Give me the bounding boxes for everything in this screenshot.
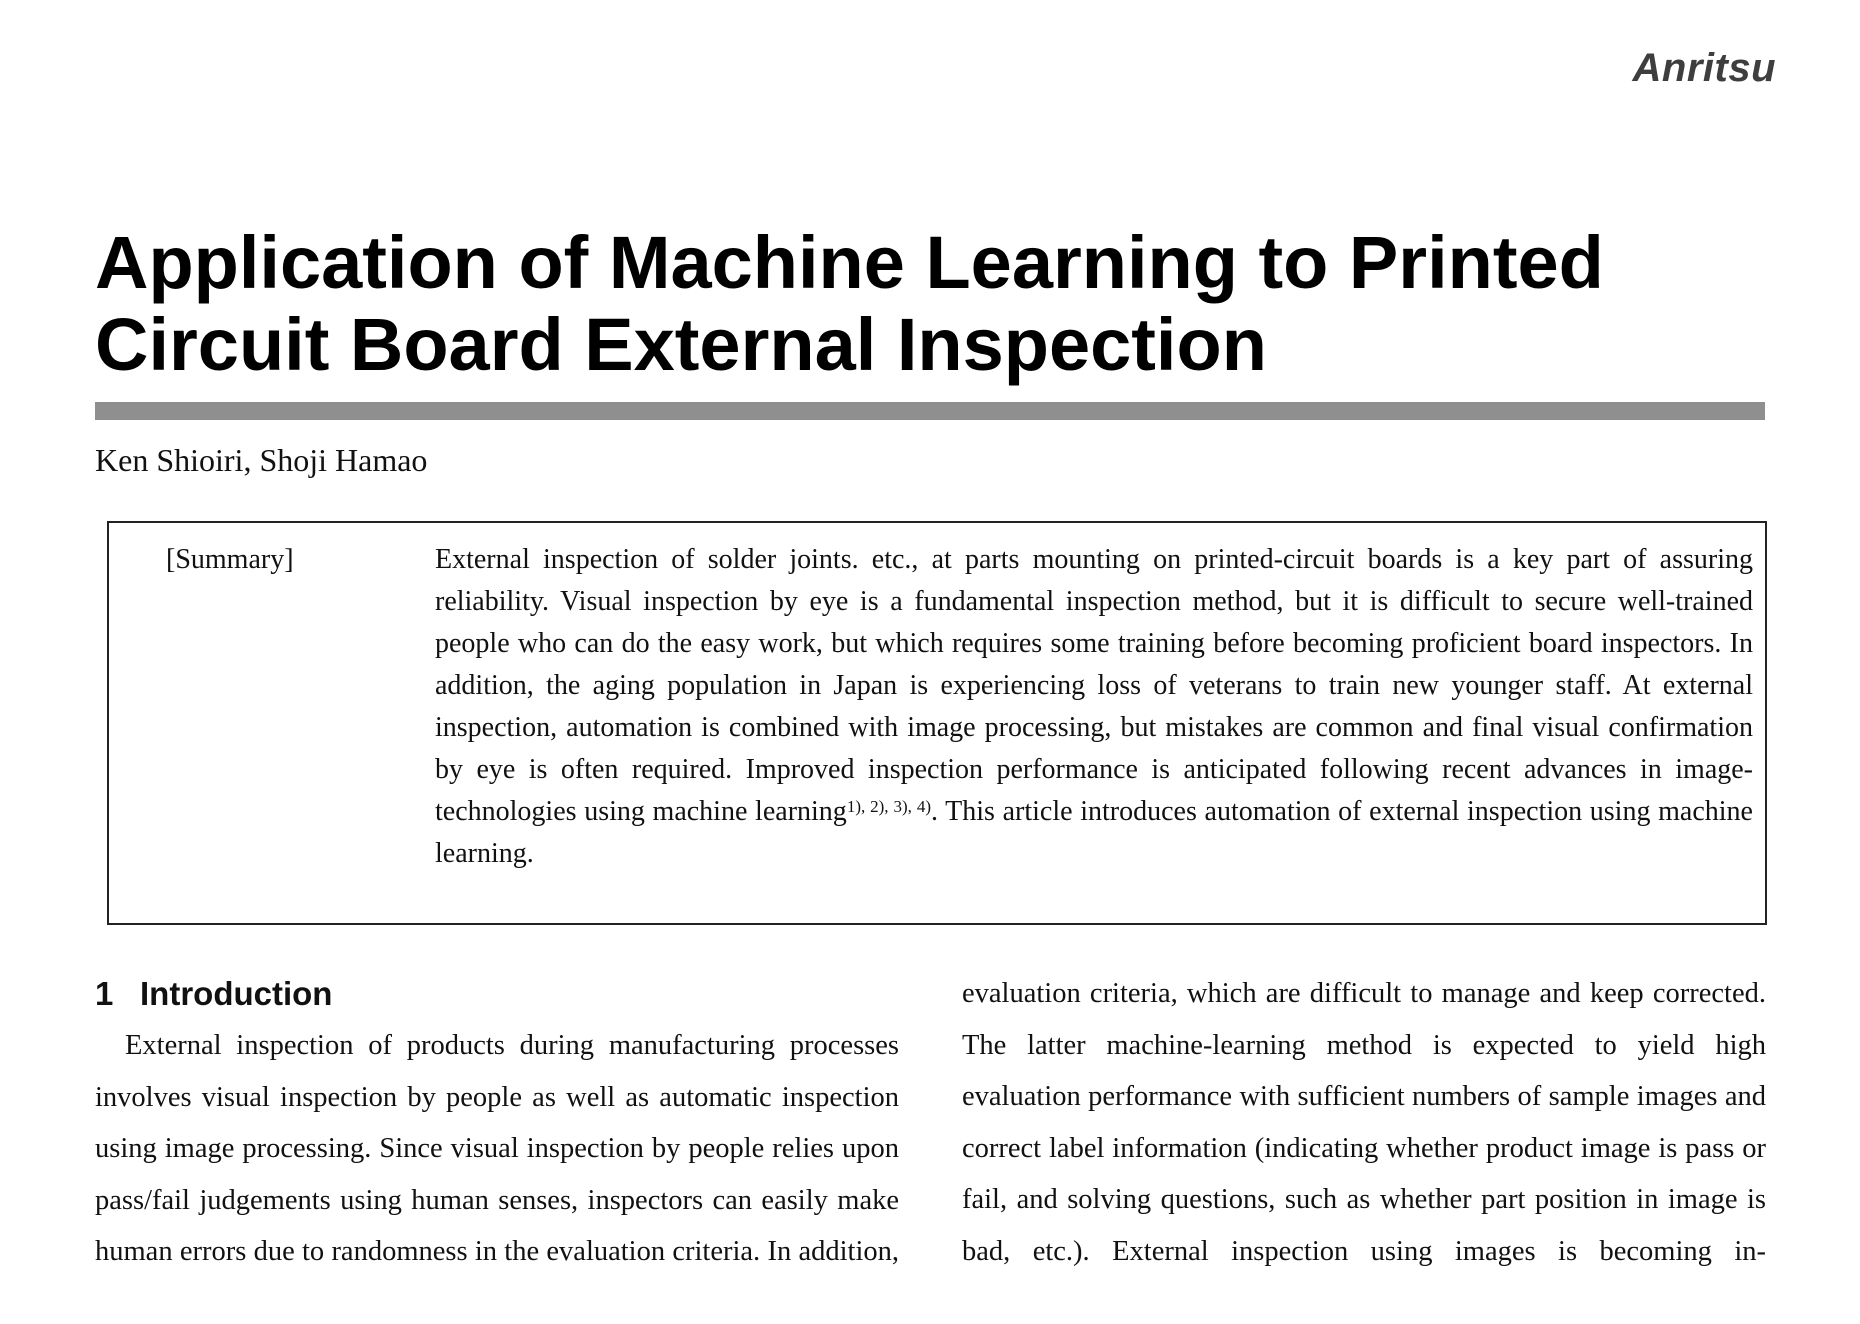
- summary-references: 1), 2), 3), 4): [846, 797, 931, 816]
- company-logo: Anritsu: [1632, 46, 1776, 90]
- summary-text-main: External inspection of solder joints. etc., at parts mounting on printed-circuit boards is a key part of assuring reliability. Visual inspection by eye is a fundamental inspection method, but it is difficult to secure well-trained people who can do the easy work, but which requires some training before becoming proficient board inspectors. In addition, the aging population in Japan is experiencing loss of veterans to train new younger staff. At external inspection, automation is combined with image processing, but mistakes are common and final visual confirmation by eye is often required. Improved inspection performance is anticipated following recent advances in image-technologies using machine learning: [435, 544, 1753, 827]
- title-divider: [95, 402, 1765, 420]
- introduction-paragraph-continued: evaluation criteria, which are difficult to manage and keep corrected. The latter machine-learning method is expected to yield high evaluation performance with sufficient numbers of sample images and correct label information (indicating whether product image is pass or fail, and solving questions, such as whether part position in image is bad, etc.). External inspection using images is becoming in-: [962, 978, 1766, 1267]
- summary-text: [435, 539, 1753, 875]
- article-title: Application of Machine Learning to Printed Circuit Board External Inspection: [95, 221, 1604, 386]
- section-number: 1: [95, 975, 114, 1012]
- summary-label: [Summary]: [166, 544, 294, 575]
- left-column: [95, 968, 899, 1278]
- section-heading: [95, 968, 899, 1020]
- summary-box: [107, 521, 1767, 925]
- right-column: [962, 968, 1766, 1278]
- introduction-paragraph: External inspection of products during manufacturing processes involves visual inspection by people as well as automatic inspection using image processing. Since visual inspection by people relies upon pass/fail judgements using human senses, inspectors can easily make human errors due to randomness in the evaluation criteria. In addition,: [95, 1030, 899, 1268]
- summary-text-end: . This article introduces automation of external inspection using machine learning.: [435, 796, 1753, 869]
- article-authors: Ken Shioiri, Shoji Hamao: [95, 442, 428, 478]
- section-title: Introduction: [140, 975, 333, 1012]
